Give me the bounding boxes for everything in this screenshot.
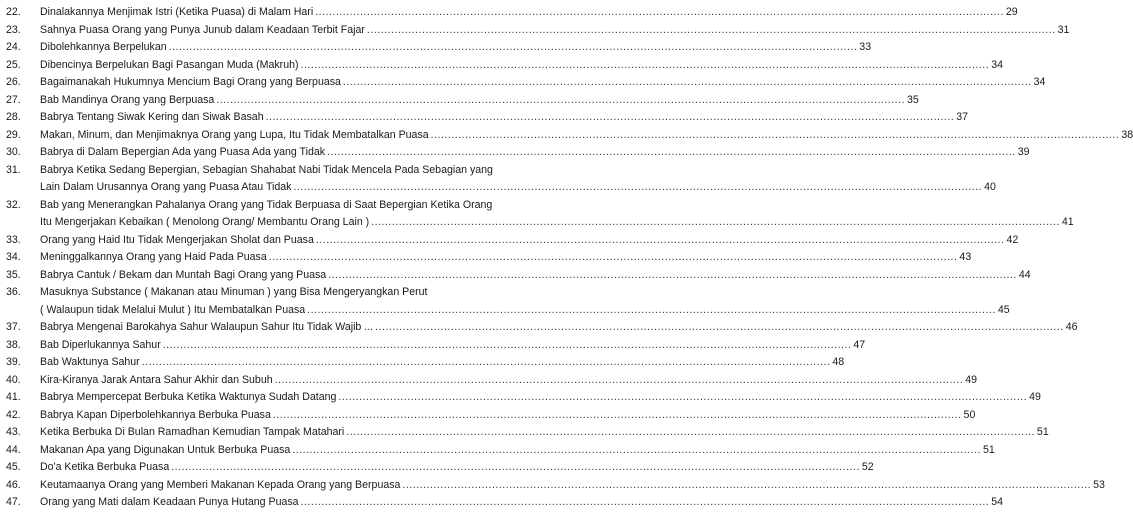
toc-entry-number: 41. (6, 391, 21, 403)
dot-leader: ........................................................................................................................................................................................................ (216, 93, 905, 106)
toc-entry-number: 38. (6, 338, 21, 351)
toc-entry-number: 35. (6, 268, 21, 281)
toc-entry-title: Makan, Minum, dan Menjimaknya Orang yang Lupa, Itu Tidak Membatalkan Puasa (40, 128, 429, 141)
dot-leader: ........................................................................................................................................................................................................ (338, 391, 1028, 403)
toc-entry-page: 51 (982, 443, 995, 456)
toc-entry-page: 39 (1017, 146, 1030, 158)
dot-leader: ........................................................................................................................................................................................................ (315, 233, 1005, 246)
toc-entry-number: 25. (6, 58, 21, 71)
dot-leader: ........................................................................................................................................................................................................ (315, 6, 1004, 18)
toc-entry-page: 40 (984, 181, 996, 193)
dot-leader: ........................................................................................................................................................................................................ (346, 426, 1035, 438)
toc-entry-title: Babrya Cantuk / Bekam dan Muntah Bagi Orang yang Puasa (40, 268, 327, 281)
toc-entry-page: 49 (1029, 391, 1041, 403)
toc-entry-page: 29 (1005, 6, 1018, 18)
toc-entry-number: 42. (6, 408, 21, 421)
toc-entry-title: Babrya Tentang Siwak Kering dan Siwak Basah (40, 111, 264, 123)
toc-entry-page: 42 (1006, 233, 1019, 246)
toc-entry-number: 31. (6, 163, 21, 176)
dot-leader: ........................................................................................................................................................................................................ (272, 408, 962, 421)
dot-leader: ........................................................................................................................................................................................................ (307, 303, 996, 316)
toc-entry-title: Babrya Kapan Diperbolehkannya Berbuka Puasa (40, 408, 271, 421)
dot-leader: ........................................................................................................................................................................................................ (300, 58, 990, 71)
toc-entry-number: 30. (6, 146, 21, 158)
dot-leader: ........................................................................................................................................................................................................ (300, 496, 990, 508)
toc-entry-page: 35 (907, 93, 919, 106)
toc-entry-number: 28. (6, 111, 21, 123)
toc-entry-title: Bagaimanakah Hukumnya Mencium Bagi Orang yang Berpuasa (40, 76, 341, 88)
toc-entry-title: Babrya Mempercepat Berbuka Ketika Waktunya Sudah Datang (40, 391, 337, 403)
toc-entry-title: Makanan Apa yang Digunakan Untuk Berbuka Puasa (40, 443, 291, 456)
toc-entry-title-continued: ( Walaupun tidak Melalui Mulut ) Itu Membatalkan Puasa (40, 303, 306, 316)
toc-entry-page: 34 (991, 58, 1003, 71)
toc-entry-page: 45 (997, 303, 1010, 316)
toc-entry-page: 51 (1036, 426, 1049, 438)
toc-entry-page: 53 (1093, 478, 1105, 491)
toc-entry-title: Masuknya Substance ( Makanan atau Minuman ) yang Bisa Mengeryangkan Perut (40, 286, 428, 298)
toc-entry-page: 52 (861, 461, 874, 473)
toc-entry-number: 44. (6, 443, 21, 456)
dot-leader: ........................................................................................................................................................................................................ (274, 373, 964, 386)
toc-entry-title: Kira-Kiranya Jarak Antara Sahur Akhir dan Subuh (40, 373, 273, 386)
toc-entry-page: 34 (1033, 76, 1046, 88)
toc-entry-number: 26. (6, 76, 21, 88)
toc-entry-title: Do'a Ketika Berbuka Puasa (40, 461, 170, 473)
toc-entry-number: 27. (6, 93, 21, 106)
toc-entry-number: 32. (6, 198, 21, 211)
toc-entry-title: Dinalakannya Menjimak Istri (Ketika Puasa) di Malam Hari (40, 6, 314, 18)
dot-leader: ........................................................................................................................................................................................................ (327, 146, 1016, 158)
toc-entry-number: 37. (6, 321, 21, 333)
dot-leader: ........................................................................................................................................................................................................ (366, 23, 1056, 36)
toc-entry-page: 41 (1061, 216, 1074, 228)
toc-entry-title: Bab Waktunya Sahur (40, 356, 140, 368)
toc-entry-number: 36. (6, 286, 21, 298)
toc-entry-title: Babrya Ketika Sedang Bepergian, Sebagian Shahabat Nabi Tidak Mencela Pada Sebagian yang (40, 163, 493, 176)
dot-leader: ........................................................................................................................................................................................................ (168, 41, 858, 53)
toc-entry-page: 38 (1121, 128, 1133, 141)
toc-entry-number: 23. (6, 23, 21, 36)
toc-entry-number: 43. (6, 426, 21, 438)
toc-entry-title-continued: Itu Mengerjakan Kebaikan ( Menolong Orang/ Membantu Orang Lain ) (40, 216, 370, 228)
dot-leader: ........................................................................................................................................................................................................ (371, 216, 1060, 228)
toc-entry-number: 33. (6, 233, 21, 246)
toc-entry-number: 22. (6, 6, 21, 18)
toc-entry-number: 39. (6, 356, 21, 368)
toc-entry-title: Bab Diperlukannya Sahur (40, 338, 161, 351)
toc-entry-number: 45. (6, 461, 21, 473)
toc-entry-page: 43 (959, 251, 972, 263)
toc-entry-page: 49 (965, 373, 978, 386)
toc-entry-number: 34. (6, 251, 21, 263)
toc-entry-page: 46 (1065, 321, 1078, 333)
toc-entry-page: 54 (991, 496, 1004, 508)
dot-leader: ........................................................................................................................................................................................................ (328, 268, 1017, 281)
toc-entry-title-continued: Lain Dalam Urusannya Orang yang Puasa Atau Tidak (40, 181, 292, 193)
dot-leader: ........................................................................................................................................................................................................ (292, 443, 981, 456)
toc-entry-title: Meninggalkannya Orang yang Haid Pada Puasa (40, 251, 267, 263)
dot-leader: ........................................................................................................................................................................................................ (375, 321, 1064, 333)
toc-entry-page: 31 (1057, 23, 1070, 36)
toc-entry-title: Sahnya Puasa Orang yang Punya Junub dalam Keadaan Terbit Fajar (40, 23, 365, 36)
toc-entry-page: 47 (853, 338, 866, 351)
dot-leader: ........................................................................................................................................................................................................ (141, 356, 831, 368)
dot-leader: ........................................................................................................................................................................................................ (171, 461, 860, 473)
toc-entry-page: 48 (832, 356, 845, 368)
toc-entry-title: Orang yang Mati dalam Keadaan Punya Hutang Puasa (40, 496, 299, 508)
dot-leader: ........................................................................................................................................................................................................ (265, 111, 955, 123)
toc-entry-title: Dibolehkannya Berpelukan (40, 41, 167, 53)
toc-entry-page: 44 (1018, 268, 1031, 281)
dot-leader: ........................................................................................................................................................................................................ (342, 76, 1032, 88)
dot-leader: ........................................................................................................................................................................................................ (162, 338, 852, 351)
toc-entry-number: 46. (6, 478, 21, 491)
dot-leader: ........................................................................................................................................................................................................ (268, 251, 958, 263)
toc-entry-page: 50 (963, 408, 976, 421)
toc-entry-title: Babrya Mengenai Barokahya Sahur Walaupun Sahur Itu Tidak Wajib ... (40, 321, 374, 333)
toc-entry-title: Orang yang Haid Itu Tidak Mengerjakan Sholat dan Puasa (40, 233, 314, 246)
toc-entry-page: 33 (859, 41, 872, 53)
toc-entry-page: 37 (956, 111, 969, 123)
toc-entry-title: Bab yang Menerangkan Pahalanya Orang yang Tidak Berpuasa di Saat Bepergian Ketika Orang (40, 198, 493, 211)
toc-entry-number: 47. (6, 496, 21, 508)
toc-entry-number: 24. (6, 41, 21, 53)
toc-entry-title: Ketika Berbuka Di Bulan Ramadhan Kemudian Tampak Matahari (40, 426, 345, 438)
toc-entry-number: 29. (6, 128, 21, 141)
toc-entry-title: Keutamaanya Orang yang Memberi Makanan Kepada Orang yang Berpuasa (40, 478, 401, 491)
toc-entry-number: 40. (6, 373, 21, 386)
toc-entry-title: Bab Mandinya Orang yang Berpuasa (40, 93, 215, 106)
dot-leader: ........................................................................................................................................................................................................ (402, 478, 1092, 491)
dot-leader: ........................................................................................................................................................................................................ (430, 128, 1120, 141)
dot-leader: ........................................................................................................................................................................................................ (293, 181, 983, 193)
toc-entry-title: Dibencinya Berpelukan Bagi Pasangan Muda (Makruh) (40, 58, 299, 71)
toc-entry-title: Babrya di Dalam Bepergian Ada yang Puasa Ada yang Tidak (40, 146, 326, 158)
